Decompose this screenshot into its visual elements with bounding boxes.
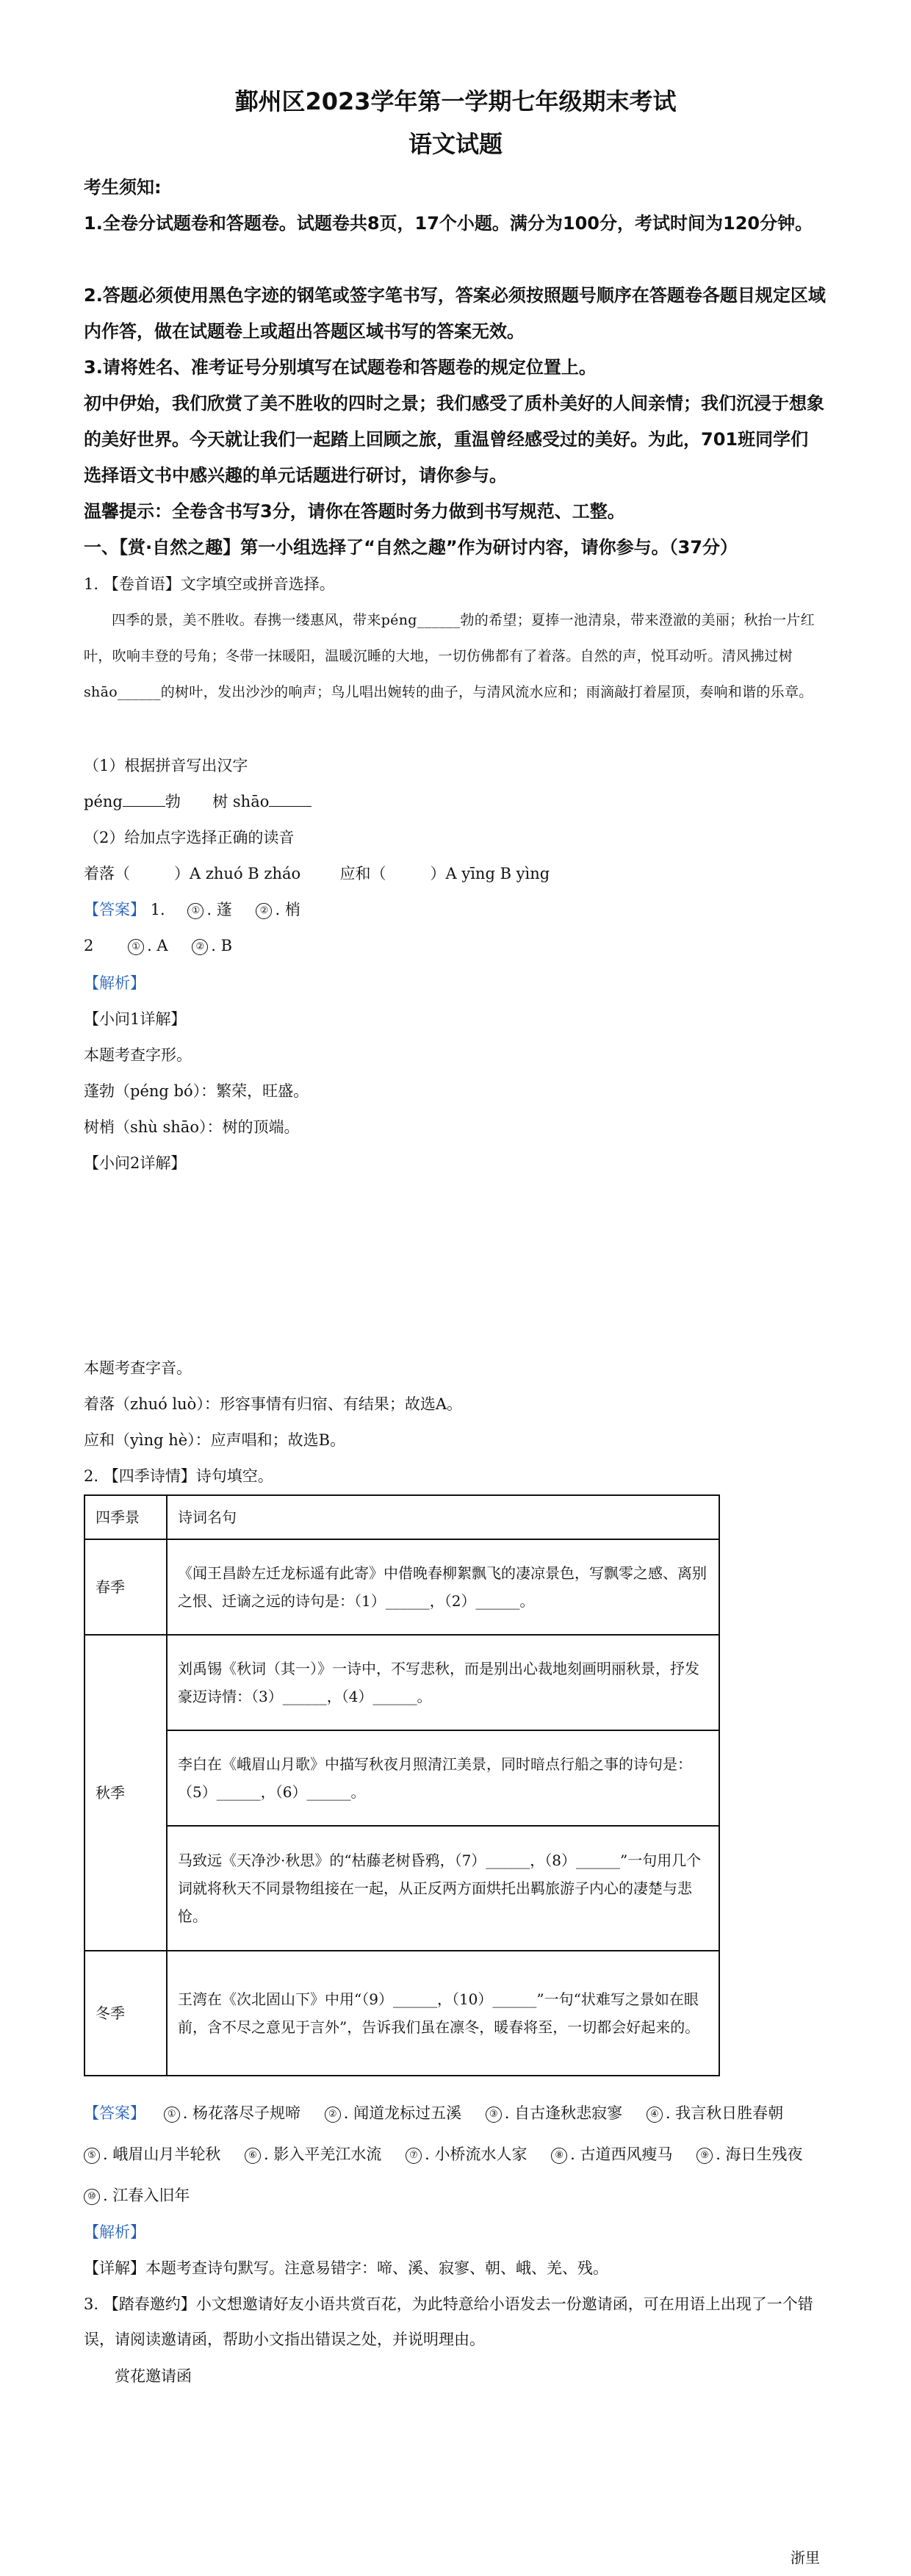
table-row-spring [84, 1539, 719, 1635]
q1-answer1-item-2: ② . 梢 [256, 901, 300, 918]
q1-detail1-line-1: 本题考查字形。 [84, 1046, 192, 1064]
season-spring: 春季 [84, 1539, 167, 1635]
q1-sub2: （2）给加点字选择正确的读音 [84, 829, 295, 846]
notice-item-3: 3.请将姓名、准考证号分别填写在试题卷和答题卷的规定位置上。 [84, 357, 597, 378]
q1-stem: 1. 【卷首语】文字填空或拼音选择。 [84, 575, 335, 593]
q2-answer-9: ⑨ . 海日生残夜 [696, 2145, 802, 2163]
season-autumn: 秋季 [84, 1635, 167, 1951]
q2-answer-6: ⑥ . 影入平羌江水流 [245, 2145, 381, 2163]
q3-stem: 3. 【踏春邀约】小文想邀请好友小语共赏百花，为此特意给小语发去一份邀请函，可在用语上出现了一个错误，请阅读邀请函，帮助小文指出错误之处，并说明理由。 [84, 2295, 813, 2348]
q1-answer1-prefix: 1. [150, 901, 165, 918]
q2-answer-10: ⑩ . 江春入旧年 [84, 2187, 190, 2204]
q2-answer-4: ④ . 我言秋日胜春朝 [647, 2104, 783, 2122]
notice-heading: 考生须知: [84, 177, 162, 198]
q2-answer-1: ① . 杨花落尽子规啼 [164, 2104, 300, 2122]
notice-tip: 温馨提示：全卷含书写3分，请你在答题时务力做到书写规范、工整。 [84, 501, 625, 522]
footer-watermark: 浙里 [791, 2549, 820, 2566]
q2-answer-2: ② . 闻道龙标过五溪 [325, 2104, 461, 2122]
exam-title: 鄞州区2023学年第一学期七年级期末考试 [234, 87, 677, 115]
q1-detail1-line-3: 树梢（shù shāo）：树的顶端。 [84, 1118, 300, 1136]
notice-intro: 初中伊始，我们欣赏了美不胜收的四时之景；我们感受了质朴美好的人间亲情；我们沉浸于想象的美好世界。今天就让我们一起踏上回顾之旅，重温曾经感受过的美好。为此，701班同学们选择语文书中感兴趣的单元话题进行研讨，请你参与。 [84, 393, 824, 486]
q1-answer-line-1 [84, 892, 826, 927]
poem-table [84, 1494, 720, 2076]
q2-answer-label: 【答案】 [84, 2104, 145, 2122]
q1-detail2-line-2: 着落（zhuó luò）：形容事情有归宿、有结果；故选A。 [84, 1395, 462, 1413]
q1-blank-c [269, 793, 312, 807]
q2-analysis-label: 【解析】 [84, 2223, 145, 2241]
table-row-autumn-3 [84, 1826, 719, 1951]
autumn-text-3: 马致远《天净沙·秋思》的“枯藤老树昏鸦，（7）______，（8）______”一句用几个词就将秋天不同景物组接在一起，从正反两方面烘托出羁旅游子内心的凄楚与悲怆。 [167, 1826, 719, 1951]
q1-answer2-item-2: ② . B [192, 937, 232, 954]
season-winter: 冬季 [84, 1951, 167, 2076]
q1-sub2-a: 着落（ [84, 865, 130, 882]
table-row-winter [84, 1951, 719, 2076]
q1-detail1-line-2: 蓬勃（péng bó）：繁荣，旺盛。 [84, 1082, 309, 1100]
q1-sub2-b: ）A zhuó B zháo [174, 865, 301, 882]
notice-item-2: 2.答题必须使用黑色字迹的钢笔或签字笔书写，答案必须按照题号顺序在答题卷各题目规定区域内作答，做在试题卷上或超出答题区域书写的答案无效。 [84, 285, 826, 342]
q1-detail2-line-1: 本题考查字音。 [84, 1359, 192, 1377]
spring-text: 《闻王昌龄左迁龙标遥有此寄》中借晚春柳絮飘飞的凄凉景色，写飘零之感、离别之恨、迁谪之远的诗句是：（1）______，（2）______。 [167, 1539, 719, 1635]
notice-item-1: 1.全卷分试题卷和答题卷。试题卷共8页，17个小题。满分为100分，考试时间为120分钟。 [84, 213, 813, 234]
q1-analysis-label: 【解析】 [84, 974, 145, 992]
exam-subtitle: 语文试题 [408, 130, 503, 158]
q1-sub2-options [84, 856, 826, 891]
q2-detail: 【详解】本题考查诗句默写。注意易错字：啼、溪、寂寥、朝、峨、羌、残。 [84, 2259, 608, 2277]
q2-answers [84, 2093, 826, 2216]
q1-detail1-label: 【小问1详解】 [84, 1010, 187, 1028]
q1-sub1-pinyin-c: 树 shāo [212, 793, 270, 810]
q1-answer1-item-1: ① . 蓬 [187, 901, 231, 918]
q1-answer-line-2 [84, 928, 826, 963]
table-header-row [84, 1495, 719, 1539]
table-header-lines: 诗词名句 [167, 1495, 719, 1539]
q1-answer2-item-1: ① . A [128, 937, 168, 954]
q1-detail2-line-3: 应和（yìng hè）：应声唱和；故选B。 [84, 1431, 346, 1449]
q2-answer-3: ③ . 自古逢秋悲寂寥 [486, 2104, 622, 2122]
q1-detail2-label: 【小问2详解】 [84, 1154, 187, 1172]
q1-answer-label: 【答案】 [84, 901, 145, 918]
q1-answer2-prefix: 2 [84, 937, 94, 954]
q1-passage: 四季的景，美不胜收。春携一缕惠风，带来péng______勃的希望；夏捧一池清泉，带来澄澈的美丽；秋抬一片红叶，吹响丰登的号角；冬带一抹暖阳，温暖沉睡的大地，一切仿佛都有了着落。自然的声，悦耳动听。清风拂过树shāo______的树叶，发出沙沙的响声；鸟儿唱出婉转的曲子，与清风流水应和；雨滴敲打着屋顶，奏响和谐的乐章。 [84, 612, 815, 700]
q1-sub1: （1）根据拼音写出汉字 [84, 757, 248, 774]
q3-letter-title: 赏花邀请函 [115, 2367, 192, 2385]
autumn-text-2: 李白在《峨眉山月歌》中描写秋夜月照清江美景，同时暗点行船之事的诗句是：（5）______，（6）______。 [167, 1730, 719, 1826]
q1-sub2-d: ）A yīng B yìng [430, 865, 550, 882]
table-row-autumn-2 [84, 1730, 719, 1826]
q1-blank-a [123, 793, 165, 807]
q1-sub1-blanks [84, 784, 826, 819]
winter-text: 王湾在《次北固山下》中用“（9）______，（10）______”一句“状难写之景如在眼前，含不尽之意见于言外”，告诉我们虽在凛冬，暖春将至，一切都会好起来的。 [167, 1951, 719, 2076]
table-header-season: 四季景 [84, 1495, 167, 1539]
section1-heading: 一、【赏·自然之趣】第一小组选择了“自然之趣”作为研讨内容，请你参与。（37分） [84, 537, 738, 558]
autumn-text-1: 刘禹锡《秋词（其一）》一诗中，不写悲秋，而是别出心裁地刻画明丽秋景，抒发豪迈诗情：（3）______，（4）______。 [167, 1635, 719, 1730]
q2-stem: 2. 【四季诗情】诗句填空。 [84, 1467, 273, 1485]
q1-sub1-pinyin-a: péng [84, 793, 123, 810]
q2-answer-5: ⑤ . 峨眉山月半轮秋 [84, 2145, 220, 2163]
q1-sub2-c: 应和（ [339, 865, 386, 882]
table-row-autumn-1 [84, 1635, 719, 1730]
q2-answer-8: ⑧ . 古道西风瘦马 [551, 2145, 672, 2163]
q1-sub1-char-b: 勃 [165, 793, 181, 810]
q2-answer-7: ⑦ . 小桥流水人家 [406, 2145, 527, 2163]
